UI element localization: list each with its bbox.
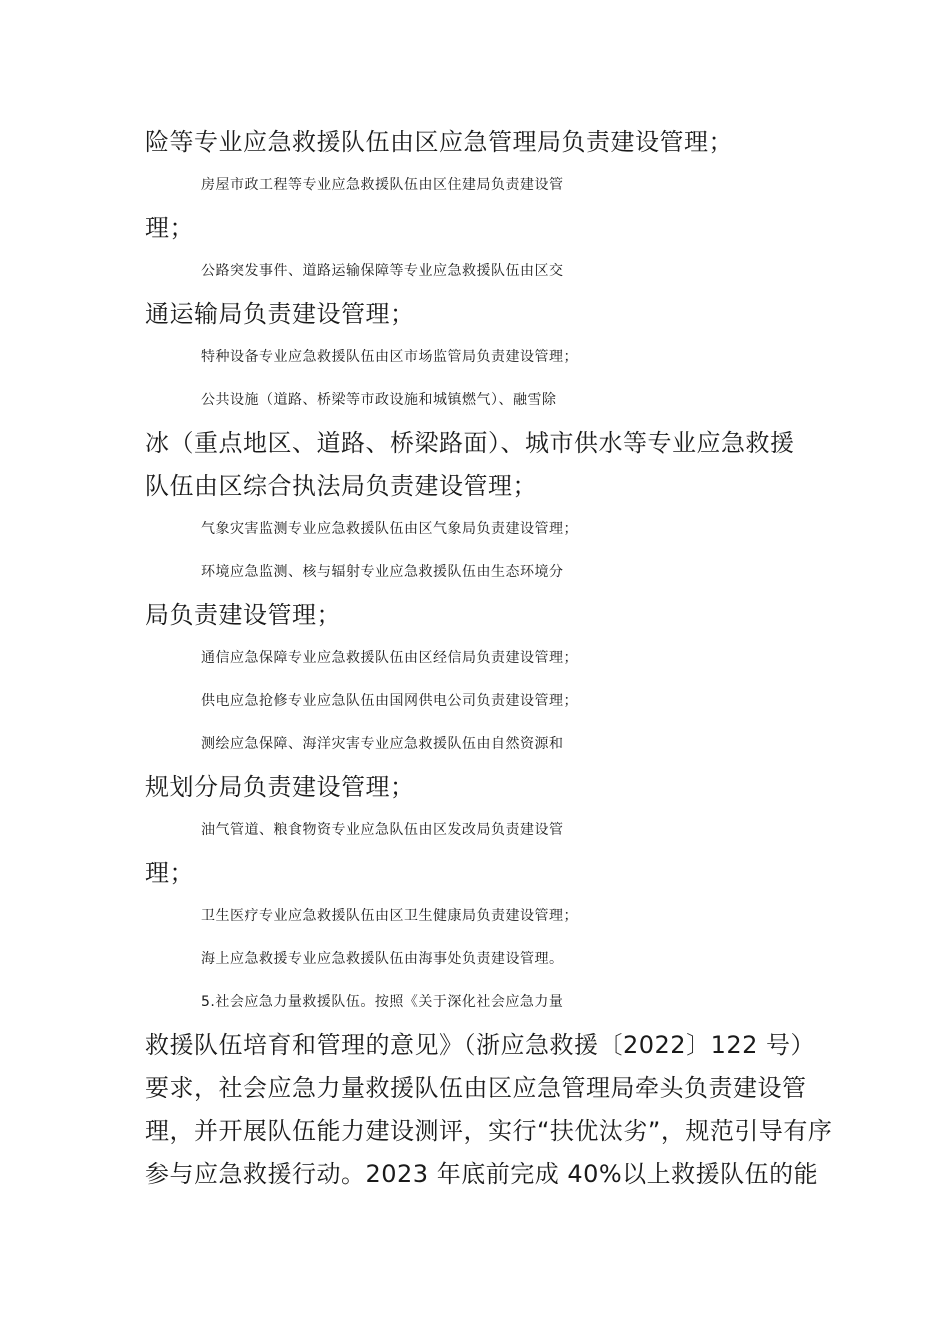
text-line: 要求，社会应急力量救援队伍由区应急管理局牵头负责建设管 <box>145 1074 807 1102</box>
text-line: 油气管道、粮食物资专业应急队伍由区发改局负责建设管 <box>201 822 564 838</box>
text-line: 险等专业应急救援队伍由区应急管理局负责建设管理； <box>145 128 733 156</box>
text-line: 通运输局负责建设管理； <box>145 300 415 328</box>
text-line: 海上应急救援专业应急救援队伍由海事处负责建设管理。 <box>201 951 564 967</box>
text-line: 局负责建设管理； <box>145 601 341 629</box>
text-line: 救援队伍培育和管理的意见》（浙应急救援〔2022〕122 号） <box>145 1031 816 1059</box>
text-line: 冰（重点地区、道路、桥梁路面）、城市供水等专业应急救援 <box>145 429 795 457</box>
text-line: 测绘应急保障、海洋灾害专业应急救援队伍由自然资源和 <box>201 736 564 752</box>
text-line: 卫生医疗专业应急救援队伍由区卫生健康局负责建设管理； <box>201 908 578 924</box>
text-line: 环境应急监测、核与辐射专业应急救援队伍由生态环境分 <box>201 564 564 580</box>
text-line: 规划分局负责建设管理； <box>145 773 415 801</box>
text-line: 参与应急救援行动。2023 年底前完成 40%以上救援队伍的能 <box>145 1160 819 1188</box>
text-line: 供电应急抢修专业应急队伍由国网供电公司负责建设管理； <box>201 693 578 709</box>
text-line: 通信应急保障专业应急救援队伍由区经信局负责建设管理； <box>201 650 578 666</box>
document-body <box>145 121 835 1196</box>
text-line: 理，并开展队伍能力建设测评，实行“扶优汰劣”，规范引导有序 <box>145 1117 833 1145</box>
text-line: 队伍由区综合执法局负责建设管理； <box>145 472 537 500</box>
text-line: 房屋市政工程等专业应急救援队伍由区住建局负责建设管 <box>201 177 564 193</box>
text-line: 公共设施（道路、桥梁等市政设施和城镇燃气）、融雪除 <box>201 392 557 408</box>
text-line: 公路突发事件、道路运输保障等专业应急救援队伍由区交 <box>201 263 564 279</box>
text-line: 5.社会应急力量救援队伍。按照《关于深化社会应急力量 <box>201 994 564 1010</box>
text-line: 特种设备专业应急救援队伍由区市场监管局负责建设管理； <box>201 349 578 365</box>
text-line: 气象灾害监测专业应急救援队伍由区气象局负责建设管理； <box>201 521 578 537</box>
text-line: 理； <box>145 859 194 887</box>
text-line: 理； <box>145 214 194 242</box>
